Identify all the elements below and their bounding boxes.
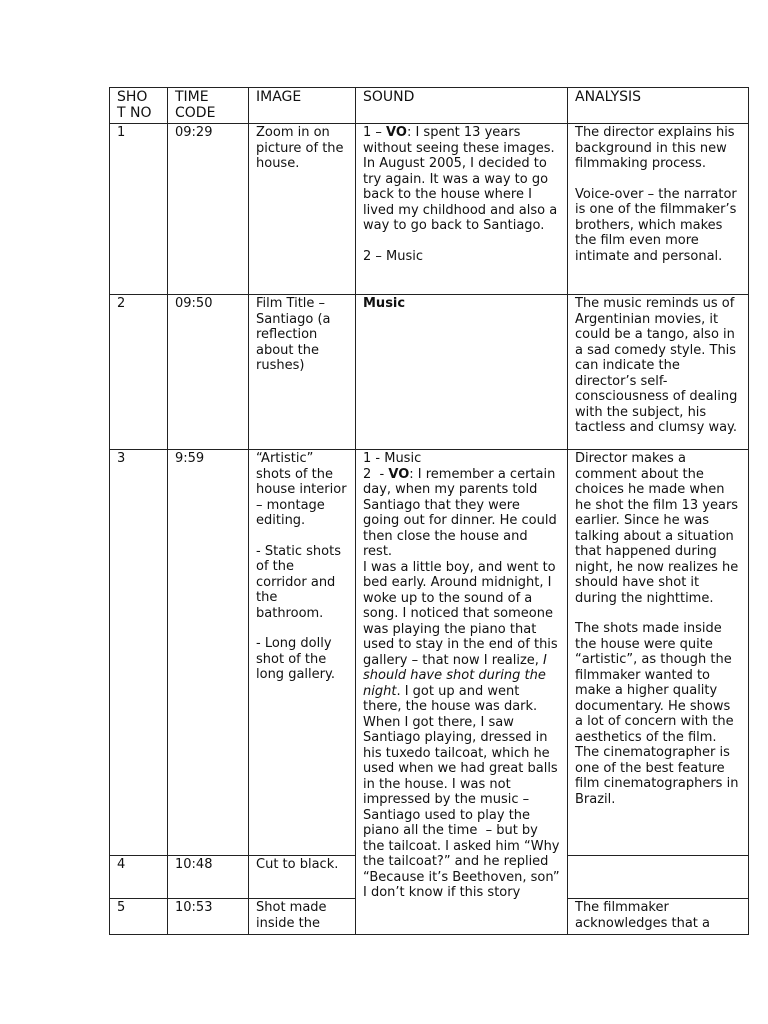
shot-number-cell: 1 — [110, 124, 168, 295]
table-row — [110, 450, 749, 856]
sound-cell: Music — [356, 295, 568, 450]
table-row — [110, 295, 749, 450]
sound-cell: 1 - Music 2 - VO: I remember a certain day, when my parents told Santiago that they were going out for dinner. He could then close the house and rest. I was a little boy, and went to bed early. Around midnight, I woke up to the sound of a song. I noticed that someone was playing the piano that used to stay in the end of this gallery – that now I realize, I should have shot during the night. I got up and went there, the house was dark. When I got there, I saw Santiago playing, dressed in his tuxedo tailcoat, which he used when we had great balls in the house. I was not impressed by the music – Santiago used to play the piano all the time – but by the tailcoat. I asked him “Why the tailcoat?” and he replied “Because it’s Beethoven, son” I don’t know if this story — [356, 450, 568, 935]
analysis-cell: Director makes a comment about the choices he made when he shot the film 13 years earlier. Since he was talking about a situation that happened during night, he now realizes he should have shot it during the nighttime. The shots made inside the house were quite “artistic”, as though the filmmaker wanted to make a higher quality documentary. He shows a lot of concern with the aesthetics of the film. The cinematographer is one of the best feature film cinematographers in Brazil. — [568, 450, 749, 856]
image-cell: Cut to black. — [249, 856, 356, 899]
header-analysis: ANALYSIS — [568, 88, 749, 124]
header-sound: SOUND — [356, 88, 568, 124]
image-cell: Film Title – Santiago (a reflection about the rushes) — [249, 295, 356, 450]
image-cell: Shot made inside the — [249, 899, 356, 935]
analysis-cell — [568, 124, 749, 295]
image-cell: “Artistic” shots of the house interior – montage editing. - Static shots of the corridor and the bathroom. - Long dolly shot of the long gallery. — [249, 450, 356, 856]
sound-text: 1 – VO: I spent 13 years without seeing these images. In August 2005, I decided to try again. It was a way to go back to the house where I lived my childhood and also a way to go back to Santiago. — [363, 125, 562, 233]
header-image: IMAGE — [249, 88, 356, 124]
header-time-code: TIME CODE — [168, 88, 249, 124]
time-code-cell: 10:53 — [168, 899, 249, 935]
table-header-row — [110, 88, 749, 124]
image-cell: Zoom in on picture of the house. — [249, 124, 356, 295]
analysis-cell: The filmmaker acknowledges that a — [568, 899, 749, 935]
shot-number-cell: 3 — [110, 450, 168, 856]
shot-number-cell: 4 — [110, 856, 168, 899]
shot-number-cell: 5 — [110, 899, 168, 935]
sound-text: 2 – Music — [363, 248, 424, 264]
shot-number-cell: 2 — [110, 295, 168, 450]
analysis-cell: The music reminds us of Argentinian movies, it could be a tango, also in a sad comedy style. This can indicate the director’s self-consciousness of dealing with the subject, his tactless and clumsy way. — [568, 295, 749, 450]
time-code-cell: 09:50 — [168, 295, 249, 450]
shot-analysis-table — [109, 87, 749, 935]
time-code-cell: 09:29 — [168, 124, 249, 295]
time-code-cell: 9:59 — [168, 450, 249, 856]
analysis-cell — [568, 856, 749, 899]
sound-cell — [356, 124, 568, 295]
table-row — [110, 124, 749, 295]
time-code-cell: 10:48 — [168, 856, 249, 899]
analysis-text: The director explains his background in this new filmmaking process. — [575, 125, 739, 171]
header-shot-no: SHO T NO — [110, 88, 168, 124]
analysis-text: Voice-over – the narrator is one of the filmmaker’s brothers, which makes the film even more intimate and personal. — [575, 186, 741, 264]
